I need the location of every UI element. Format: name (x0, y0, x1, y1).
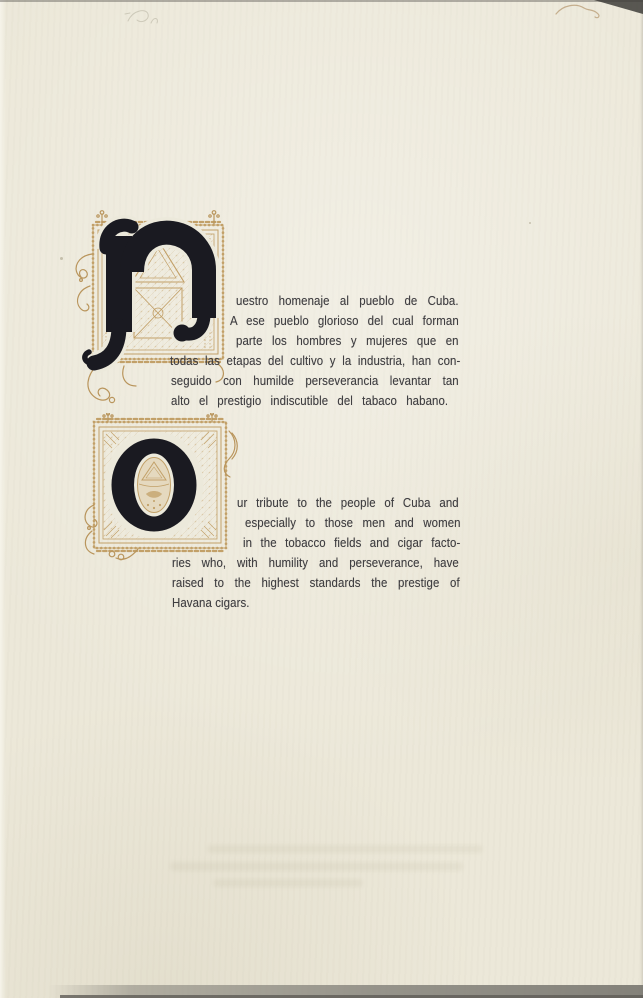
text-line-es-4: todas las etapas del cultivo y la industria, han con- (170, 353, 461, 368)
page-edge-top-shadow (0, 0, 643, 2)
paper-speck (60, 257, 63, 260)
text-line-es-5: seguido con humilde perseverancia levantar tan (171, 373, 459, 388)
text-line-es-6: alto el prestigio indiscutible del tabaco habano. (171, 393, 449, 408)
ink-squiggle-mark (553, 1, 611, 23)
text-line-es-3: parte los hombres y mujeres que en (236, 333, 459, 348)
text-line-es-2: A ese pueblo glorioso del cual forman (230, 313, 459, 328)
text-line-en-1: ur tribute to the people of Cuba and (237, 495, 459, 510)
letter-o-glyph (108, 435, 200, 535)
text-line-en-6: Havana cigars. (172, 595, 250, 610)
pencil-smudge-mark (120, 2, 170, 32)
paper-speck (529, 222, 531, 224)
text-line-en-4: ries who, with humility and perseverance, have (172, 555, 459, 570)
page-edge-left-highlight (0, 0, 6, 998)
text-line-en-2: especially to those men and women (245, 515, 461, 530)
text-line-en-5: raised to the highest standards the prestige of (172, 575, 460, 590)
text-line-en-3: in the tobacco fields and cigar facto- (243, 535, 461, 550)
text-line-es-1: uestro homenaje al pueblo de Cuba. (236, 293, 459, 308)
